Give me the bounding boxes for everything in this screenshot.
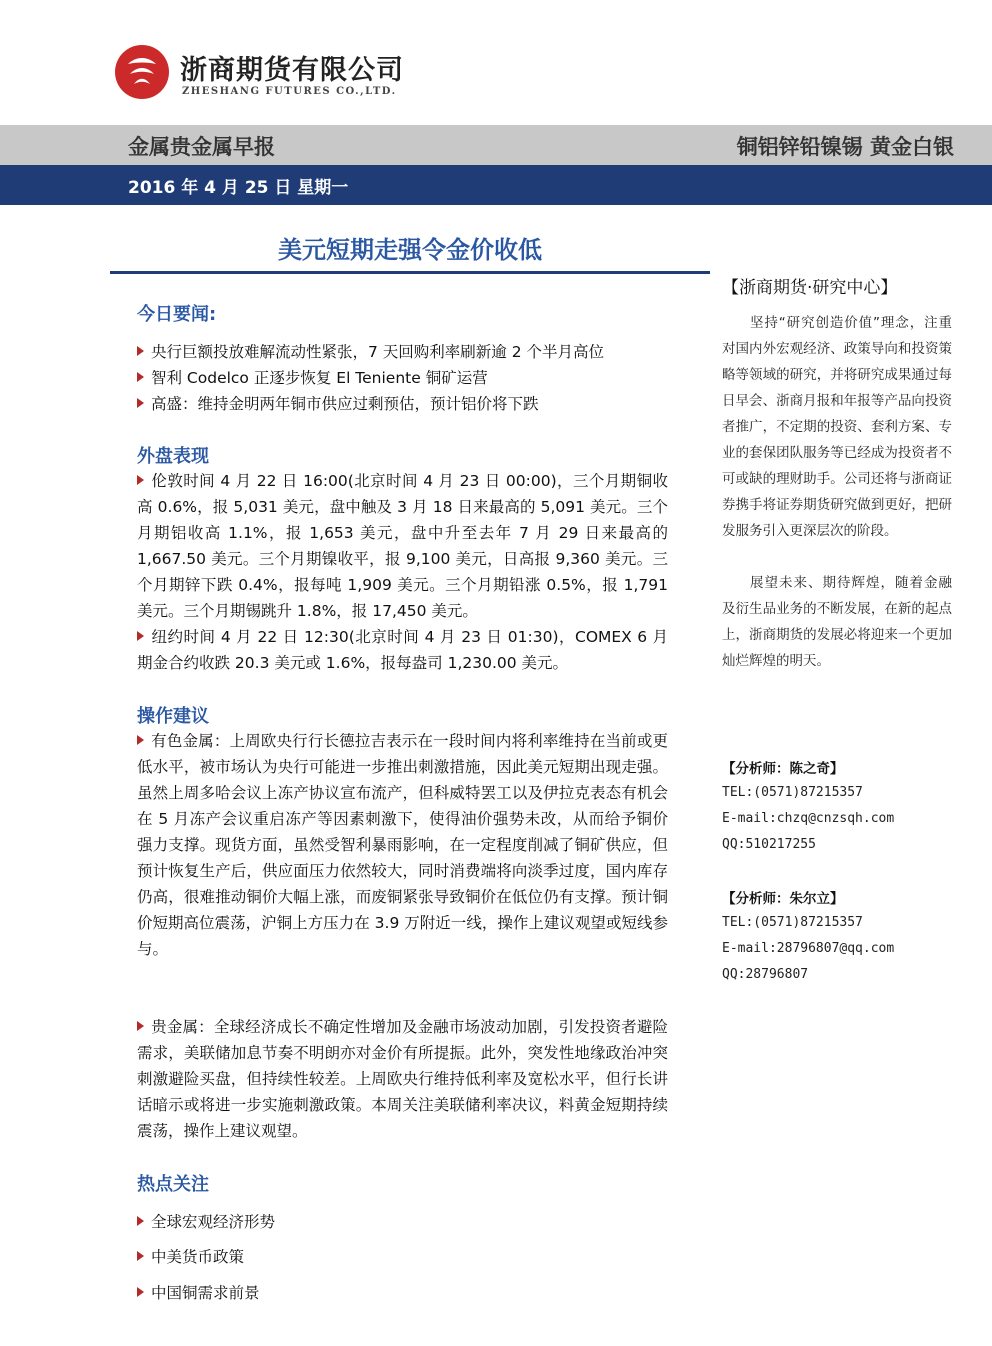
- news-item: [137, 340, 604, 362]
- hot-item: [137, 1245, 244, 1267]
- hot-item: [137, 1281, 260, 1303]
- bullet-arrow-icon: [137, 1287, 144, 1297]
- hot-item-text: 中国铜需求前景: [151, 1284, 260, 1302]
- hot-heading: 热点关注: [137, 1174, 209, 1195]
- news-item-text: 央行巨额投放难解流动性紧张，7 天回购利率刷新逾 2 个半月高位: [151, 343, 605, 361]
- bullet-arrow-icon: [137, 631, 144, 641]
- overseas-paragraph-gold: [137, 624, 668, 676]
- news-item: [137, 366, 488, 388]
- bullet-arrow-icon: [137, 372, 144, 382]
- hot-item-text: 全球宏观经济形势: [151, 1213, 276, 1231]
- report-title: 美元短期走强令金价收低: [278, 236, 542, 264]
- bullet-arrow-icon: [137, 735, 144, 745]
- hot-item: [137, 1210, 275, 1232]
- advice-heading: 操作建议: [137, 706, 209, 727]
- research-center-title: 【浙商期货·研究中心】: [722, 278, 898, 298]
- hot-item-text: 中美货币政策: [151, 1248, 245, 1266]
- title-divider: [110, 271, 710, 274]
- bullet-arrow-icon: [137, 346, 144, 356]
- analyst-2-qq: QQ:28796807: [722, 967, 809, 982]
- report-name: 金属贵金属早报: [128, 135, 275, 159]
- news-item: [137, 392, 539, 414]
- analyst-2-tel: TEL:(0571)87215357: [722, 915, 863, 930]
- news-heading: 今日要闻:: [137, 304, 217, 325]
- company-name-cn: 浙商期货有限公司: [180, 55, 404, 86]
- metals-covered: 铜铝锌铅镍锡 黄金白银: [736, 135, 954, 159]
- advice-text: 有色金属：上周欧央行行长德拉吉表示在一段时间内将利率维持在当前或更低水平，被市场认为央行可能进一步推出刺激措施，因此美元短期出现走强。虽然上周多哈会议上冻产协议宣布流产，但科威特罢工以及伊拉克表态有机会在 5 月冻产会议重启冻产等因素刺激下，使得油价强势未改，从而给予铜价强力支撑。现货方面，虽然受智利暴雨影响，在一定程度削减了铜矿供应，但预计恢复生产后，供应面压力依然较大，同时消费端将向淡季过度，国内库存仍高，很难推动铜价大幅上涨，而废铜紧张导致铜价在低位仍有支撑。预计铜价短期高位震荡，沪铜上方压力在 3.9 万附近一线，操作上建议观望或短线参与。: [137, 732, 668, 958]
- company-name-en: ZHESHANG FUTURES CO.,LTD.: [182, 86, 397, 97]
- analyst-1-qq: QQ:510217255: [722, 837, 816, 852]
- analyst-1-tel: TEL:(0571)87215357: [722, 785, 863, 800]
- analyst-2-name: 【分析师：朱尔立】: [722, 891, 844, 907]
- bullet-arrow-icon: [137, 1216, 144, 1226]
- analyst-1-email[interactable]: E-mail:chzq@cnzsqh.com: [722, 811, 895, 826]
- overseas-paragraph-metals: [137, 468, 668, 624]
- bullet-arrow-icon: [137, 1021, 144, 1031]
- report-date: 2016 年 4 月 25 日 星期一: [128, 178, 349, 198]
- report-header-band: [0, 125, 992, 165]
- analyst-2-email[interactable]: E-mail:28796807@qq.com: [722, 941, 895, 956]
- research-outlook: 展望未来、期待辉煌，随着金融及衍生品业务的不断发展，在新的起点上，浙商期货的发展必将迎来一个更加灿烂辉煌的明天。: [722, 575, 952, 669]
- news-item-text: 高盛：维持金明两年铜市供应过剩预估，预计铝价将下跌: [151, 395, 539, 413]
- news-item-text: 智利 Codelco 正逐步恢复 El Teniente 铜矿运营: [151, 369, 488, 387]
- bullet-arrow-icon: [137, 1251, 144, 1261]
- overseas-heading: 外盘表现: [137, 446, 209, 467]
- advice-paragraph-base-metals: [137, 728, 668, 962]
- bullet-arrow-icon: [137, 398, 144, 408]
- advice-paragraph-precious-metals: [137, 1014, 668, 1144]
- analyst-1-name: 【分析师：陈之奇】: [722, 761, 844, 777]
- overseas-text: 纽约时间 4 月 22 日 12:30(北京时间 4 月 23 日 01:30)，COMEX 6 月期金合约收跌 20.3 美元或 1.6%，报每盎司 1,230.00 美元。: [137, 628, 668, 672]
- research-intro: 坚持“研究创造价值”理念，注重对国内外宏观经济、政策导向和投资策略等领域的研究，并将研究成果通过每日早会、浙商月报和年报等产品向投资者推广，不定期的投资、套利方案、专业的套保团队服务等已经成为投资者不可或缺的理财助手。公司还将与浙商证券携手将证券期货研究做到更好，把研发服务引入更深层次的阶段。: [722, 315, 952, 539]
- bullet-arrow-icon: [137, 475, 144, 485]
- overseas-text: 伦敦时间 4 月 22 日 16:00(北京时间 4 月 23 日 00:00)，三个月期铜收高 0.6%，报 5,031 美元，盘中触及 3 月 18 日来最高的 5,091 美元。三个月期铝收高 1.1%，报 1,653 美元，盘中升至去年 7 月 29 日来最高的 1,667.50 美元。三个月期镍收平，报 9,100 美元，日高报 9,360 美元。三个月期锌下跌 0.4%，报每吨 1,909 美元。三个月期铅涨 0.5%，报 1,791 美元。三个月期锡跳升 1.8%，报 17,450 美元。: [137, 472, 668, 620]
- date-band: [0, 165, 992, 205]
- company-logo-icon: [114, 44, 170, 100]
- advice-text: 贵金属：全球经济成长不确定性增加及金融市场波动加剧，引发投资者避险需求，美联储加息节奏不明朗亦对金价有所提振。此外，突发性地缘政治冲突刺激避险买盘，但持续性较差。上周欧央行维持低利率及宽松水平，但行长讲话暗示或将进一步实施刺激政策。本周关注美联储利率决议，料黄金短期持续震荡，操作上建议观望。: [137, 1018, 668, 1140]
